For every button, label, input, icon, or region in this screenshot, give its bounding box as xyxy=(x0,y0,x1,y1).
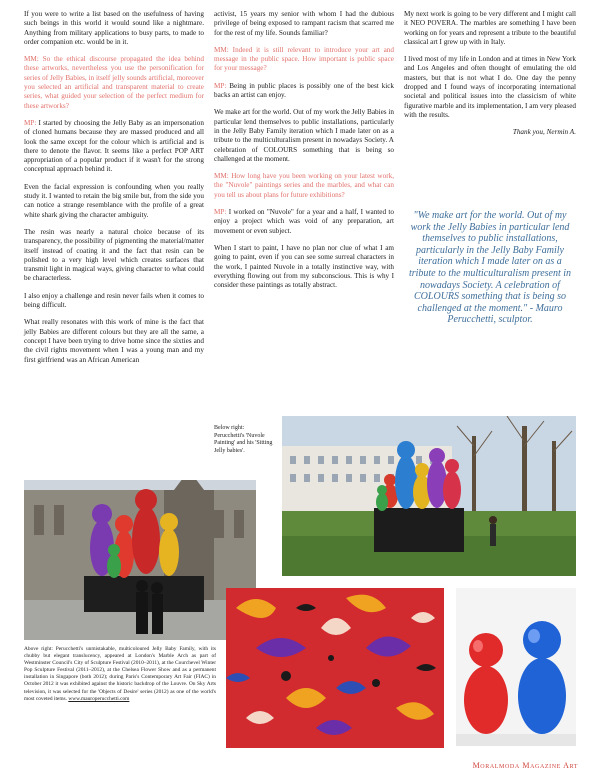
interview-question: MM: So the ethical discourse propagated the idea behind these artworks, nevertheless you use the personification for series of Jelly Babies, in itself jelly sounds artificial, moreover you selected an artificial and transparent material to create series, what guided your selection of the perfect medium for these artworks? xyxy=(24,55,204,110)
photo-jelly-babies-louvre xyxy=(24,480,256,640)
article-column-1 xyxy=(24,10,204,373)
louvre-photo-illustration xyxy=(24,480,256,640)
caption-text: Above right: Perucchetti's unmistakable, multicoloured Jelly Baby Family, with its chubby but elegant translucency, appeared at London's Marble Arch as part of Westminster Council's City of Sculpture Festival (2010–2011), at the Courchevel Winter Pop Sculpture Festival (2011–2012), at the Chelsea Flower Show and as a permanent installation in Singapore (both 2012); during Paris's Contemporary Art Fair (FIAC) in October 2012 it was exhibited against the historic backdrop of the Louvre. On Sky Arts television, it was selected for the 'Objects of Desire' series (2012) as one of the world's most coveted items. xyxy=(24,646,216,702)
article-column-3 xyxy=(404,10,576,146)
paragraph: The resin was nearly a natural choice because of its transparency, the possibility of pigmenting the material/matter itself instead of coating it and the fact that resin can be polished to a very high level which creates surfaces that transmit light in magical ways, giving character to what could be characterless. xyxy=(24,227,204,283)
answer-label: MP: xyxy=(214,208,227,217)
nuvole-painting-illustration xyxy=(226,588,444,748)
photo-jelly-family-park xyxy=(282,416,576,576)
photo-caption-right: Below right: Perucchetti's 'Nuvole Painting' and his 'Sitting Jelly babies'. xyxy=(214,425,273,454)
answer-label: MP: xyxy=(24,118,37,127)
interview-question: MM: Indeed it is still relevant to introduce your art and message in the public space. How important is public space for your message? xyxy=(214,45,394,73)
interview-answer xyxy=(24,119,204,175)
interview-answer xyxy=(214,208,394,236)
paragraph: If you were to write a list based on the usefulness of having such beings in this world it would sound like a nightmare. Anything from military applications to busy parts, to made to order companion etc. would be in it. xyxy=(24,10,204,46)
paragraph: When I start to paint, I have no plan nor clue of what I am going to paint, even if you can see some surreal characters in the work, I painted Nuvole in a totally instinctive way, with everything flowing out from my subconscious. This is why I consider these paintings as totally abstract. xyxy=(214,243,394,290)
answer-text: Being in public places is possibly one of the best kick backs an artist can enjoy. xyxy=(214,81,394,100)
answer-text: I worked on "Nuvole" for a year and a half, I wanted to enjoy a project which was void of any preparation, art movement or even subject. xyxy=(214,208,394,235)
photo-sitting-jelly-babies xyxy=(456,588,576,746)
sitting-jelly-babies-illustration xyxy=(456,588,576,746)
magazine-footer: Moralmoda Magazine Art xyxy=(472,761,578,770)
paragraph: activist, 15 years my senior with whom I had the dubious privilege of being exposed to rampant racism that scarred me for the rest of my life. Sounds familiar? xyxy=(214,10,394,37)
photo-nuvole-painting xyxy=(226,588,444,748)
paragraph: We make art for the world. Out of my work the Jelly Babies in particular lend themselves to public installations, particularly in the Jelly Baby Family iteration which I made later on as a tribute to the multiculturalism present in nowadays Society. A celebration of COLOURS something that is being so challenged at the moment. xyxy=(214,108,394,163)
artist-website-link[interactable]: www.mauroperucchetti.com xyxy=(68,695,130,702)
paragraph: Even the facial expression is confounding when you really study it. I wanted to retain the big smile but, from the side you can notice a strange resemblance with the profile of a great white shark giving the character ambiguity. xyxy=(24,182,204,219)
interview-question: MM: How long have you been working on your latest work, the "Nuvole" paintings series and the marbles, and what can you tell us about plans for future exhibitions? xyxy=(214,172,394,199)
pull-quote: "We make art for the world. Out of my work the Jelly Babies in particular lend themselves to public installations, particularly in the Jelly Baby Family iteration which I made later on as a tribute to the multiculturalism present in nowadays Society. A celebration of COLOURS something that is being so challenged at the moment." - Mauro Perucchetti, sculptor. xyxy=(408,210,572,326)
article-column-2 xyxy=(214,10,394,298)
answer-text: I started by choosing the Jelly Baby as an impersonation of cloned humans because they are massed produced and all look the same except for the colour which is artificial and is there to denote the flavor. It seems like a perfect POP ART appropriation of a popular product if it wasn't for the strong conceptual approach behind it. xyxy=(24,118,204,174)
paragraph: My next work is going to be very different and I might call it NEO POVERA. The marbles are something I have been working on for years and represent a tribute to the beautiful classical art I grew up with in Italy. xyxy=(404,10,576,46)
thanks-signoff: Thank you, Nermin A. xyxy=(512,128,576,137)
paragraph: What really resonates with this work of mine is the fact that jelly Babies are different colours but they are all the same, a concept I have been trying to drive home since the sixties and the civil rights movement when I was a young man and my first girlfriend was an African American xyxy=(24,318,204,364)
interview-answer xyxy=(214,82,394,101)
answer-label: MP: xyxy=(214,81,227,90)
paragraph: I lived most of my life in London and at times in New York and Los Angeles and often thought of emulating the old masters, but that is not what I do. One day the penny dropped and I found ways of incorporating international societal and political issues into the classicism of white figurative marble and its implementation, I am very pleased with the results. xyxy=(404,55,576,119)
park-photo-illustration xyxy=(282,416,576,576)
paragraph: I also enjoy a challenge and resin never fails when it comes to being difficult. xyxy=(24,291,204,310)
photo-caption-main xyxy=(24,646,216,703)
